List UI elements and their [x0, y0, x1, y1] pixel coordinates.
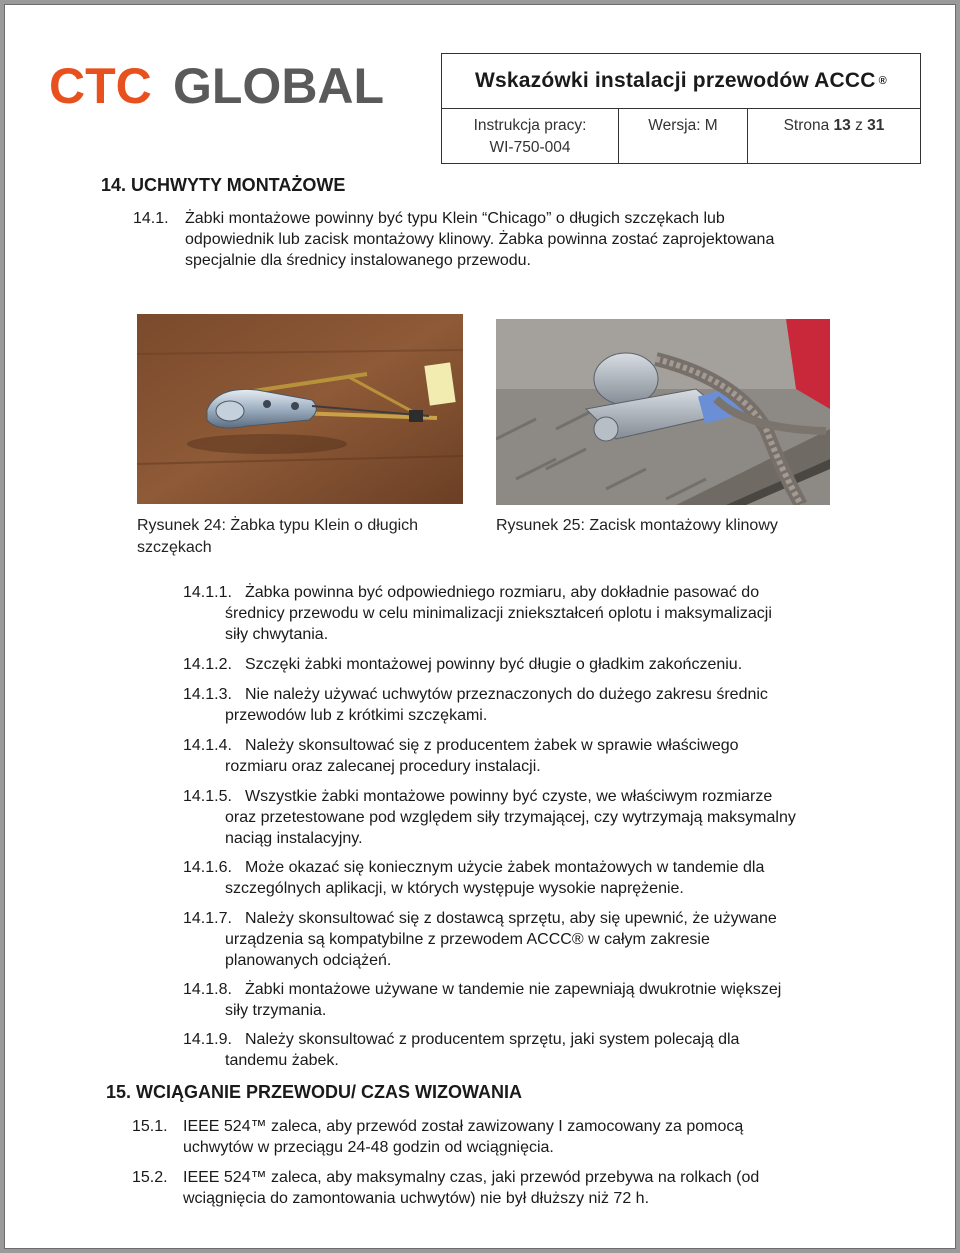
paragraph-line: Żabki montażowe powinny być typu Klein “Chicago” o długich szczękach lub [185, 210, 725, 227]
version-cell [618, 108, 748, 164]
item-line: Należy skonsultować się z producentem żabek w sprawie właściwego [245, 737, 739, 754]
version-text: Wersja: M [648, 117, 718, 134]
figure-24-caption [137, 515, 467, 559]
item-number: 14.1.1. [183, 584, 232, 601]
brand-ctc: CTC [49, 61, 152, 111]
item-line: Należy skonsultować się z dostawcą sprzętu, aby się upewnić, że używane [245, 910, 777, 927]
item-14-1-1 [183, 582, 903, 645]
figure-24-photo [137, 314, 463, 504]
item-line: Żabka powinna być odpowiedniego rozmiaru, aby dokładnie pasować do [245, 584, 760, 601]
item-number: 15.2. [132, 1169, 168, 1186]
item-line: przewodów lub z krótkimi szczękami. [225, 707, 488, 724]
registered-mark: ® [878, 75, 887, 87]
item-14-1-3 [183, 684, 903, 726]
item-line: Żabki montażowe używane w tandemie nie zapewniają dwukrotnie większej [245, 981, 782, 998]
item-line: oraz przetestowane pod względem siły trzymającej, czy wytrzymają maksymalny [225, 809, 796, 826]
document-title [441, 53, 921, 109]
item-line: średnicy przewodu w celu minimalizacji zniekształceń oplotu i maksymalizacji [225, 605, 772, 622]
item-line: siły chwytania. [225, 626, 329, 643]
item-number: 14.1.3. [183, 686, 232, 703]
item-line: uchwytów w przeciągu 24-48 godzin od wciągnięcia. [183, 1139, 554, 1156]
item-14-1-2 [183, 654, 903, 675]
item-line: Wszystkie żabki montażowe powinny być czyste, we właściwym rozmiarze [245, 788, 773, 805]
item-line: siły trzymania. [225, 1002, 327, 1019]
page-number-cell [747, 108, 921, 164]
instruction-value: WI-750-004 [489, 139, 571, 156]
instruction-label: Instrukcja pracy: [473, 117, 587, 134]
item-14-1-6 [183, 857, 903, 899]
item-14-1-9 [183, 1029, 903, 1071]
item-line: Należy skonsultować z producentem sprzętu, jaki system polecają dla [245, 1031, 740, 1048]
item-14-1-5 [183, 786, 903, 849]
item-line: Nie należy używać uchwytów przeznaczonych do dużego zakresu średnic [245, 686, 768, 703]
item-number: 14.1.8. [183, 981, 232, 998]
item-line: IEEE 524™ zaleca, aby przewód został zawizowany I zamocowany za pomocą [183, 1118, 744, 1135]
page-current: 13 [833, 117, 851, 134]
paragraph-line: odpowiednik lub zacisk montażowy klinowy. Żabka powinna zostać zaprojektowana [185, 231, 775, 248]
item-number: 14.1.4. [183, 737, 232, 754]
item-number: 14.1.7. [183, 910, 232, 927]
figure-25-caption: Rysunek 25: Zacisk montażowy klinowy [496, 517, 778, 534]
item-number: 14.1.5. [183, 788, 232, 805]
figure-25-photo [496, 319, 830, 505]
instruction-number-cell [441, 108, 619, 164]
item-line: szczególnych aplikacji, w których występuje wysokie naprężenie. [225, 880, 684, 897]
page-mid: z [850, 117, 868, 134]
paragraph-line: specjalnie dla średnicy instalowanego przewodu. [185, 252, 531, 269]
item-15-2 [132, 1167, 892, 1209]
paragraph-number: 14.1. [133, 210, 169, 227]
section-14-title: 14. UCHWYTY MONTAŻOWE [101, 175, 346, 195]
item-number: 14.1.2. [183, 656, 232, 673]
section-15-title: 15. WCIĄGANIE PRZEWODU/ CZAS WIZOWANIA [106, 1082, 522, 1102]
item-line: Może okazać się koniecznym użycie żabek montażowych w tandemie dla [245, 859, 765, 876]
document-page [4, 4, 956, 1249]
page-prefix: Strona [783, 117, 834, 134]
item-14-1-7 [183, 908, 903, 971]
item-line: Szczęki żabki montażowej powinny być długie o gładkim zakończeniu. [245, 656, 743, 673]
item-line: rozmiaru oraz zalecanej procedury instalacji. [225, 758, 541, 775]
caption-line: Rysunek 24: Żabka typu Klein o długich [137, 517, 419, 534]
page-total: 31 [867, 117, 885, 134]
item-line: urządzenia są kompatybilne z przewodem ACCC® w całym zakresie [225, 931, 710, 948]
caption-line: szczękach [137, 539, 212, 556]
item-line: planowanych odciążeń. [225, 952, 392, 969]
item-15-1 [132, 1116, 892, 1158]
item-number: 14.1.9. [183, 1031, 232, 1048]
item-line: wciągnięcia do zamontowania uchwytów) nie był dłuższy niż 72 h. [183, 1190, 650, 1207]
item-14-1-8 [183, 979, 903, 1021]
item-14-1-4 [183, 735, 903, 777]
item-line: IEEE 524™ zaleca, aby maksymalny czas, jaki przewód przebywa na rolkach (od [183, 1169, 760, 1186]
paragraph-14-1 [133, 208, 853, 274]
ctc-global-logo [49, 61, 389, 111]
item-line: naciąg instalacyjny. [225, 830, 363, 847]
item-number: 14.1.6. [183, 859, 232, 876]
title-text: Wskazówki instalacji przewodów ACCC [475, 69, 876, 92]
item-line: tandemu żabek. [225, 1052, 339, 1069]
item-number: 15.1. [132, 1118, 168, 1135]
brand-global: GLOBAL [173, 61, 385, 111]
